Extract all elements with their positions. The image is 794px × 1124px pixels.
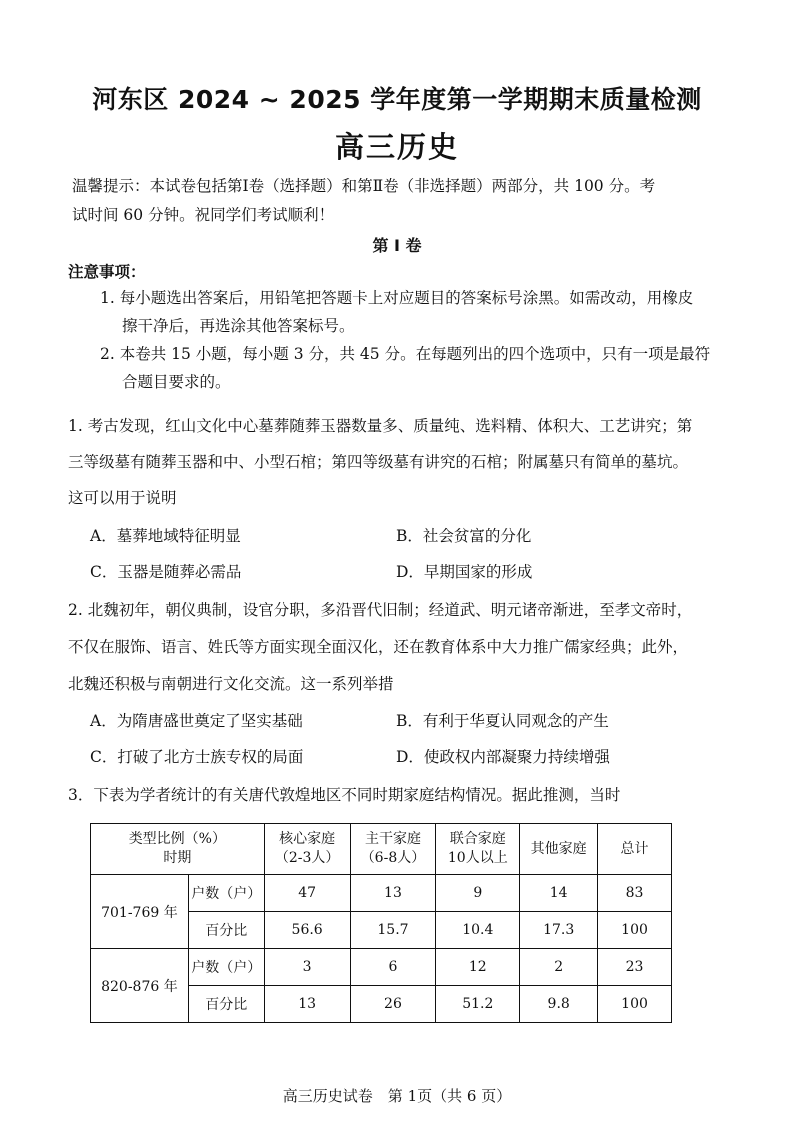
col-header-joint: 联合家庭 10人以上: [436, 824, 520, 875]
q2-line-3: 北魏还积极与南朝进行文化交流。这一系列举措: [68, 675, 394, 693]
period-cell: 820-876 年: [91, 949, 189, 1023]
q1-option-d: D．早期国家的形成: [396, 563, 533, 581]
q2-option-d: D．使政权内部凝聚力持续增强: [396, 748, 610, 766]
section-title: 第 Ⅰ 卷: [372, 236, 422, 255]
col-header-total: 总计: [598, 824, 672, 875]
table-cell: 9: [436, 875, 520, 912]
q2-line-2: 不仅在服饰、语言、姓氏等方面实现全面汉化，还在教育体系中大力推广儒家经典；此外，: [68, 638, 689, 656]
q2-option-a: A．为隋唐盛世奠定了坚实基础: [90, 712, 303, 730]
table-corner-header: [91, 824, 265, 875]
table-cell: 10.4: [436, 912, 520, 949]
subject-title: 高三历史: [334, 130, 459, 164]
col-header-other: 其他家庭: [520, 824, 598, 875]
table-cell: 15.7: [350, 912, 436, 949]
col-header-stem: 主干家庭 （6-8人）: [350, 824, 436, 875]
table-cell: 51.2: [436, 986, 520, 1023]
row-label-cell: 百分比: [188, 986, 264, 1023]
table-cell: 13: [350, 875, 436, 912]
table-cell: 17.3: [520, 912, 598, 949]
q1-line-1: 1. 考古发现，红山文化中心墓葬随葬玉器数量多、质量纯、选料精、体积大、工艺讲究；第: [68, 417, 693, 435]
table-cell: 23: [598, 949, 672, 986]
q2-option-c: C．打破了北方士族专权的局面: [90, 748, 304, 766]
notice-line-1: 温馨提示：本试卷包括第Ⅰ卷（选择题）和第Ⅱ卷（非选择题）两部分，共 100 分。考: [72, 177, 656, 195]
note-1-line-2: 擦干净后，再选涂其他答案标号。: [122, 317, 355, 335]
q1-option-c: C．玉器是随葬必需品: [90, 563, 242, 581]
table-cell: 47: [264, 875, 350, 912]
table-cell: 56.6: [264, 912, 350, 949]
table-cell: 100: [598, 986, 672, 1023]
q2-line-1: 2. 北魏初年，朝仪典制，设官分职，多沿晋代旧制；经道武、明元诸帝渐进，至孝文帝时，: [68, 601, 693, 619]
row-label-cell: 户数（户）: [188, 875, 264, 912]
table-header-row: [91, 824, 672, 875]
table-cell: 83: [598, 875, 672, 912]
q3-line-1: 3．下表为学者统计的有关唐代敦煌地区不同时期家庭结构情况。据此推测，当时: [68, 786, 621, 804]
table-cell: 26: [350, 986, 436, 1023]
table-cell: 13: [264, 986, 350, 1023]
col-header-core: 核心家庭 （2-3人）: [264, 824, 350, 875]
row-label-cell: 户数（户）: [188, 949, 264, 986]
table-row: [91, 949, 672, 986]
table-cell: 6: [350, 949, 436, 986]
period-cell: 701-769 年: [91, 875, 189, 949]
note-2-line-1: 2. 本卷共 15 小题，每小题 3 分，共 45 分。在每题列出的四个选项中，只有一项是最符: [100, 345, 711, 363]
family-structure-table: [90, 823, 672, 1023]
corner-type-label: 类型比例（%）: [128, 831, 226, 847]
q1-option-a: A．墓葬地域特征明显: [90, 527, 241, 545]
exam-title: 河东区 2024 ~ 2025 学年度第一学期期末质量检测: [92, 85, 702, 114]
q2-option-b: B．有利于华夏认同观念的产生: [396, 712, 609, 730]
notes-heading: 注意事项：: [68, 263, 146, 281]
page-footer: 高三历史试卷 第 1页（共 6 页）: [282, 1087, 512, 1105]
q1-line-2: 三等级墓有随葬玉器和中、小型石棺；第四等级墓有讲究的石棺；附属墓只有简单的墓坑。: [68, 453, 689, 471]
table-cell: 9.8: [520, 986, 598, 1023]
corner-period-label: 时期: [163, 850, 192, 866]
notice-line-2: 试时间 60 分钟。祝同学们考试顺利！: [72, 206, 335, 224]
q1-option-b: B．社会贫富的分化: [396, 527, 532, 545]
note-2-line-2: 合题目要求的。: [122, 373, 231, 391]
table-cell: 14: [520, 875, 598, 912]
table-row: [91, 875, 672, 912]
table-cell: 100: [598, 912, 672, 949]
q1-line-3: 这可以用于说明: [68, 489, 177, 507]
table-cell: 3: [264, 949, 350, 986]
table-cell: 2: [520, 949, 598, 986]
note-1-line-1: 1. 每小题选出答案后，用铅笔把答题卡上对应题目的答案标号涂黑。如需改动，用橡皮: [100, 289, 694, 307]
table-cell: 12: [436, 949, 520, 986]
row-label-cell: 百分比: [188, 912, 264, 949]
